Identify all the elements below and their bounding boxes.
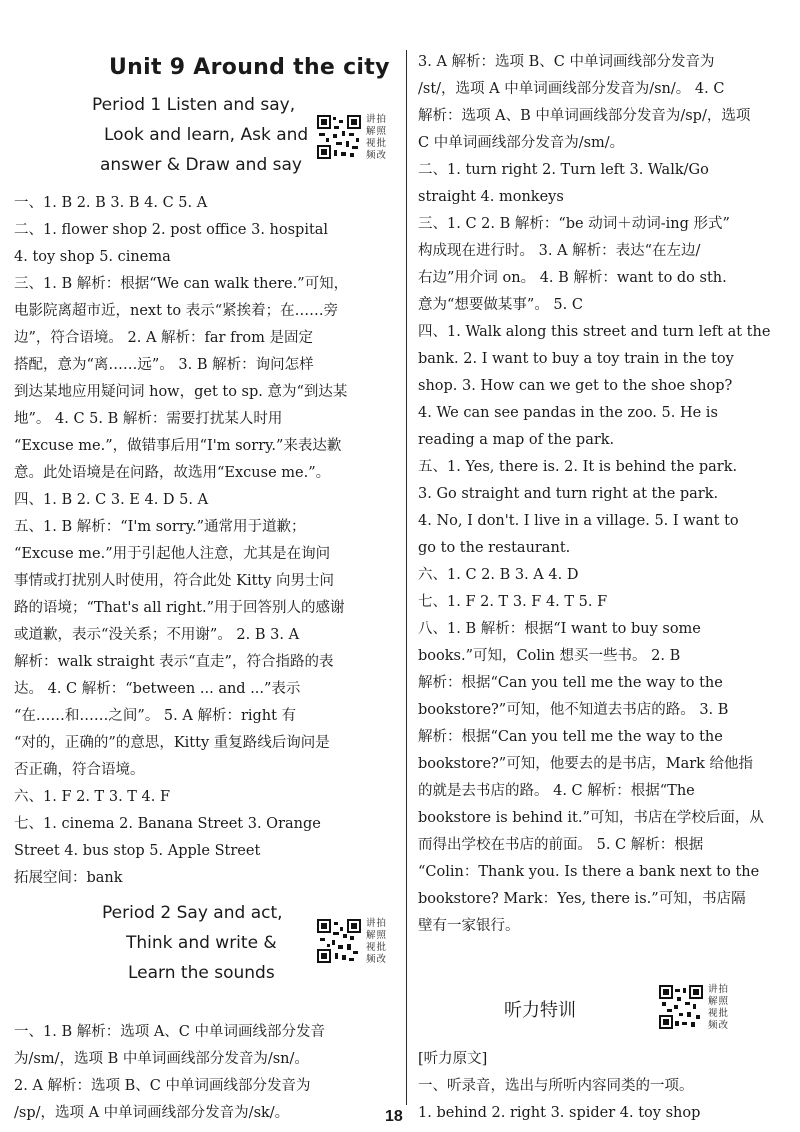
qr-code-icon [316,918,362,964]
answer-line: 壁有一家银行。 [418,918,520,934]
answer-line: reading a map of the park. [418,432,615,448]
answer-line: 一、1. B 解析：选项 A、C 中单词画线部分发音 [14,1024,325,1040]
answer-line: 4. We can see pandas in the zoo. 5. He is [418,405,718,421]
answer-line: 七、1. cinema 2. Banana Street 3. Orange [14,816,321,832]
answer-line: “在……和……之间”。 5. A 解析：right 有 [14,708,297,724]
answer-line: 为/sm/，选项 B 中单词画线部分发音为/sn/。 [14,1051,309,1067]
answer-line: 4. toy shop 5. cinema [14,249,171,265]
answer-line: bookstore? Mark：Yes, there is.”可知，书店隔 [418,891,746,907]
answer-line: 一、听录音，选出与所听内容同类的一项。 [418,1078,694,1094]
answer-line: 六、1. F 2. T 3. T 4. F [14,789,171,805]
qr-label: 讲拍解照视批频改 [366,114,388,161]
answer-line: 2. A 解析：选项 B、C 中单词画线部分发音为 [14,1078,311,1094]
period1-title-line3: answer & Draw and say [100,155,302,175]
period2-title-line2: Think and write & [126,933,277,953]
answer-line: 3. Go straight and turn right at the park. [418,486,719,502]
answer-line: 五、1. B 解析：“I'm sorry.”通常用于道歉； [14,519,306,535]
period1-title-line1: Period 1 Listen and say, [92,95,296,115]
answer-line: 意。此处语境是在问路，故选用“Excuse me.”。 [14,465,331,481]
answer-line: “Excuse me.”，做错事后用“I'm sorry.”来表达歉 [14,438,342,454]
answer-line: 解析：根据“Can you tell me the way to the [418,729,723,745]
answer-line: [听力原文] [418,1051,488,1067]
answer-line: 意为“想要做某事”。 5. C [418,297,583,313]
answer-line: /st/，选项 A 中单词画线部分发音为/sn/。 4. C [418,81,725,97]
answer-line: bank. 2. I want to buy a toy train in the toy [418,351,734,367]
answer-line: 一、1. B 2. B 3. B 4. C 5. A [14,195,208,211]
answer-line: 右边”用介词 on。 4. B 解析：want to do sth. [418,270,727,286]
column-divider [406,50,407,1105]
listening-section-title: 听力特训 [504,1000,576,1021]
answer-line: 八、1. B 解析：根据“I want to buy some [418,621,701,637]
answer-line: 达。 4. C 解析：“between ... and ...”表示 [14,681,301,697]
answer-line: “对的，正确的”的意思，Kitty 重复路线后询问是 [14,735,330,751]
qr-label: 讲拍解照视批频改 [366,918,388,965]
page-number: 18 [385,1108,403,1125]
answer-line: 到达某地应用疑问词 how，get to sp. 意为“到达某 [14,384,348,400]
answer-line: 解析：选项 A、B 中单词画线部分发音为/sp/，选项 [418,108,751,124]
answer-line: 搭配，意为“离……远”。 3. B 解析：询问怎样 [14,357,314,373]
answer-line: Street 4. bus stop 5. Apple Street [14,843,261,859]
answer-line: 或道歉，表示“没关系；不用谢”。 2. B 3. A [14,627,300,643]
answer-line: shop. 3. How can we get to the shoe shop? [418,378,733,394]
answer-line: 而得出学校在书店的前面。 5. C 解析：根据 [418,837,704,853]
answer-line: 边”，符合语境。 2. A 解析：far from 是固定 [14,330,313,346]
answer-line: 解析：根据“Can you tell me the way to the [418,675,723,691]
period1-title-line2: Look and learn, Ask and [104,125,309,145]
qr-label: 讲拍解照视批频改 [708,984,730,1031]
answer-line: bookstore?”可知，他不知道去书店的路。 3. B [418,702,729,718]
answer-line: 解析：walk straight 表示“直走”，符合指路的表 [14,654,334,670]
answer-line: 事情或打扰别人时使用，符合此处 Kitty 向男士问 [14,573,335,589]
answer-line: 六、1. C 2. B 3. A 4. D [418,567,579,583]
qr-code-icon [316,114,362,160]
answer-line: 七、1. F 2. T 3. F 4. T 5. F [418,594,608,610]
unit-title: Unit 9 Around the city [109,55,390,80]
answer-line: 五、1. Yes, there is. 2. It is behind the park. [418,459,738,475]
answer-line: “Colin：Thank you. Is there a bank next to the [418,864,760,880]
answer-line: bookstore is behind it.”可知，书店在学校后面，从 [418,810,764,826]
answer-line: books.”可知，Colin 想买一些书。 2. B [418,648,681,664]
answer-line: 3. A 解析：选项 B、C 中单词画线部分发音为 [418,54,715,70]
answer-line: 1. behind 2. right 3. spider 4. toy shop [418,1105,701,1121]
answer-line: 的就是去书店的路。 4. C 解析：根据“The [418,783,695,799]
period2-title-line3: Learn the sounds [128,963,275,983]
answer-line: 地”。 4. C 5. B 解析：需要打扰某人时用 [14,411,283,427]
answer-line: go to the restaurant. [418,540,571,556]
answer-line: 路的语境；“That's all right.”用于回答别人的感谢 [14,600,345,616]
answer-line: straight 4. monkeys [418,189,564,205]
answer-line: 四、1. B 2. C 3. E 4. D 5. A [14,492,209,508]
answer-line: 四、1. Walk along this street and turn left at the [418,324,771,340]
answer-line: 构成现在进行时。 3. A 解析：表达“在左边/ [418,243,701,259]
answer-line: 否正确，符合语境。 [14,762,145,778]
answer-line: “Excuse me.”用于引起他人注意，尤其是在询问 [14,546,331,562]
answer-line: 二、1. flower shop 2. post office 3. hospital [14,222,329,238]
qr-code-icon [658,984,704,1030]
answer-line: /sp/，选项 A 中单词画线部分发音为/sk/。 [14,1105,290,1121]
answer-line: C 中单词画线部分发音为/sm/。 [418,135,625,151]
answer-line: 电影院离超市近，next to 表示“紧挨着；在……旁 [14,303,339,319]
answer-line: 二、1. turn right 2. Turn left 3. Walk/Go [418,162,709,178]
answer-line: 拓展空间：bank [14,870,123,886]
period2-title-line1: Period 2 Say and act, [102,903,283,923]
answer-line: 三、1. B 解析：根据“We can walk there.”可知， [14,276,349,292]
answer-line: 4. No, I don't. I live in a village. 5. I want to [418,513,739,529]
answer-line: 三、1. C 2. B 解析：“be 动词＋动词-ing 形式” [418,216,730,232]
answer-line: bookstore?”可知，他要去的是书店，Mark 给他指 [418,756,754,772]
